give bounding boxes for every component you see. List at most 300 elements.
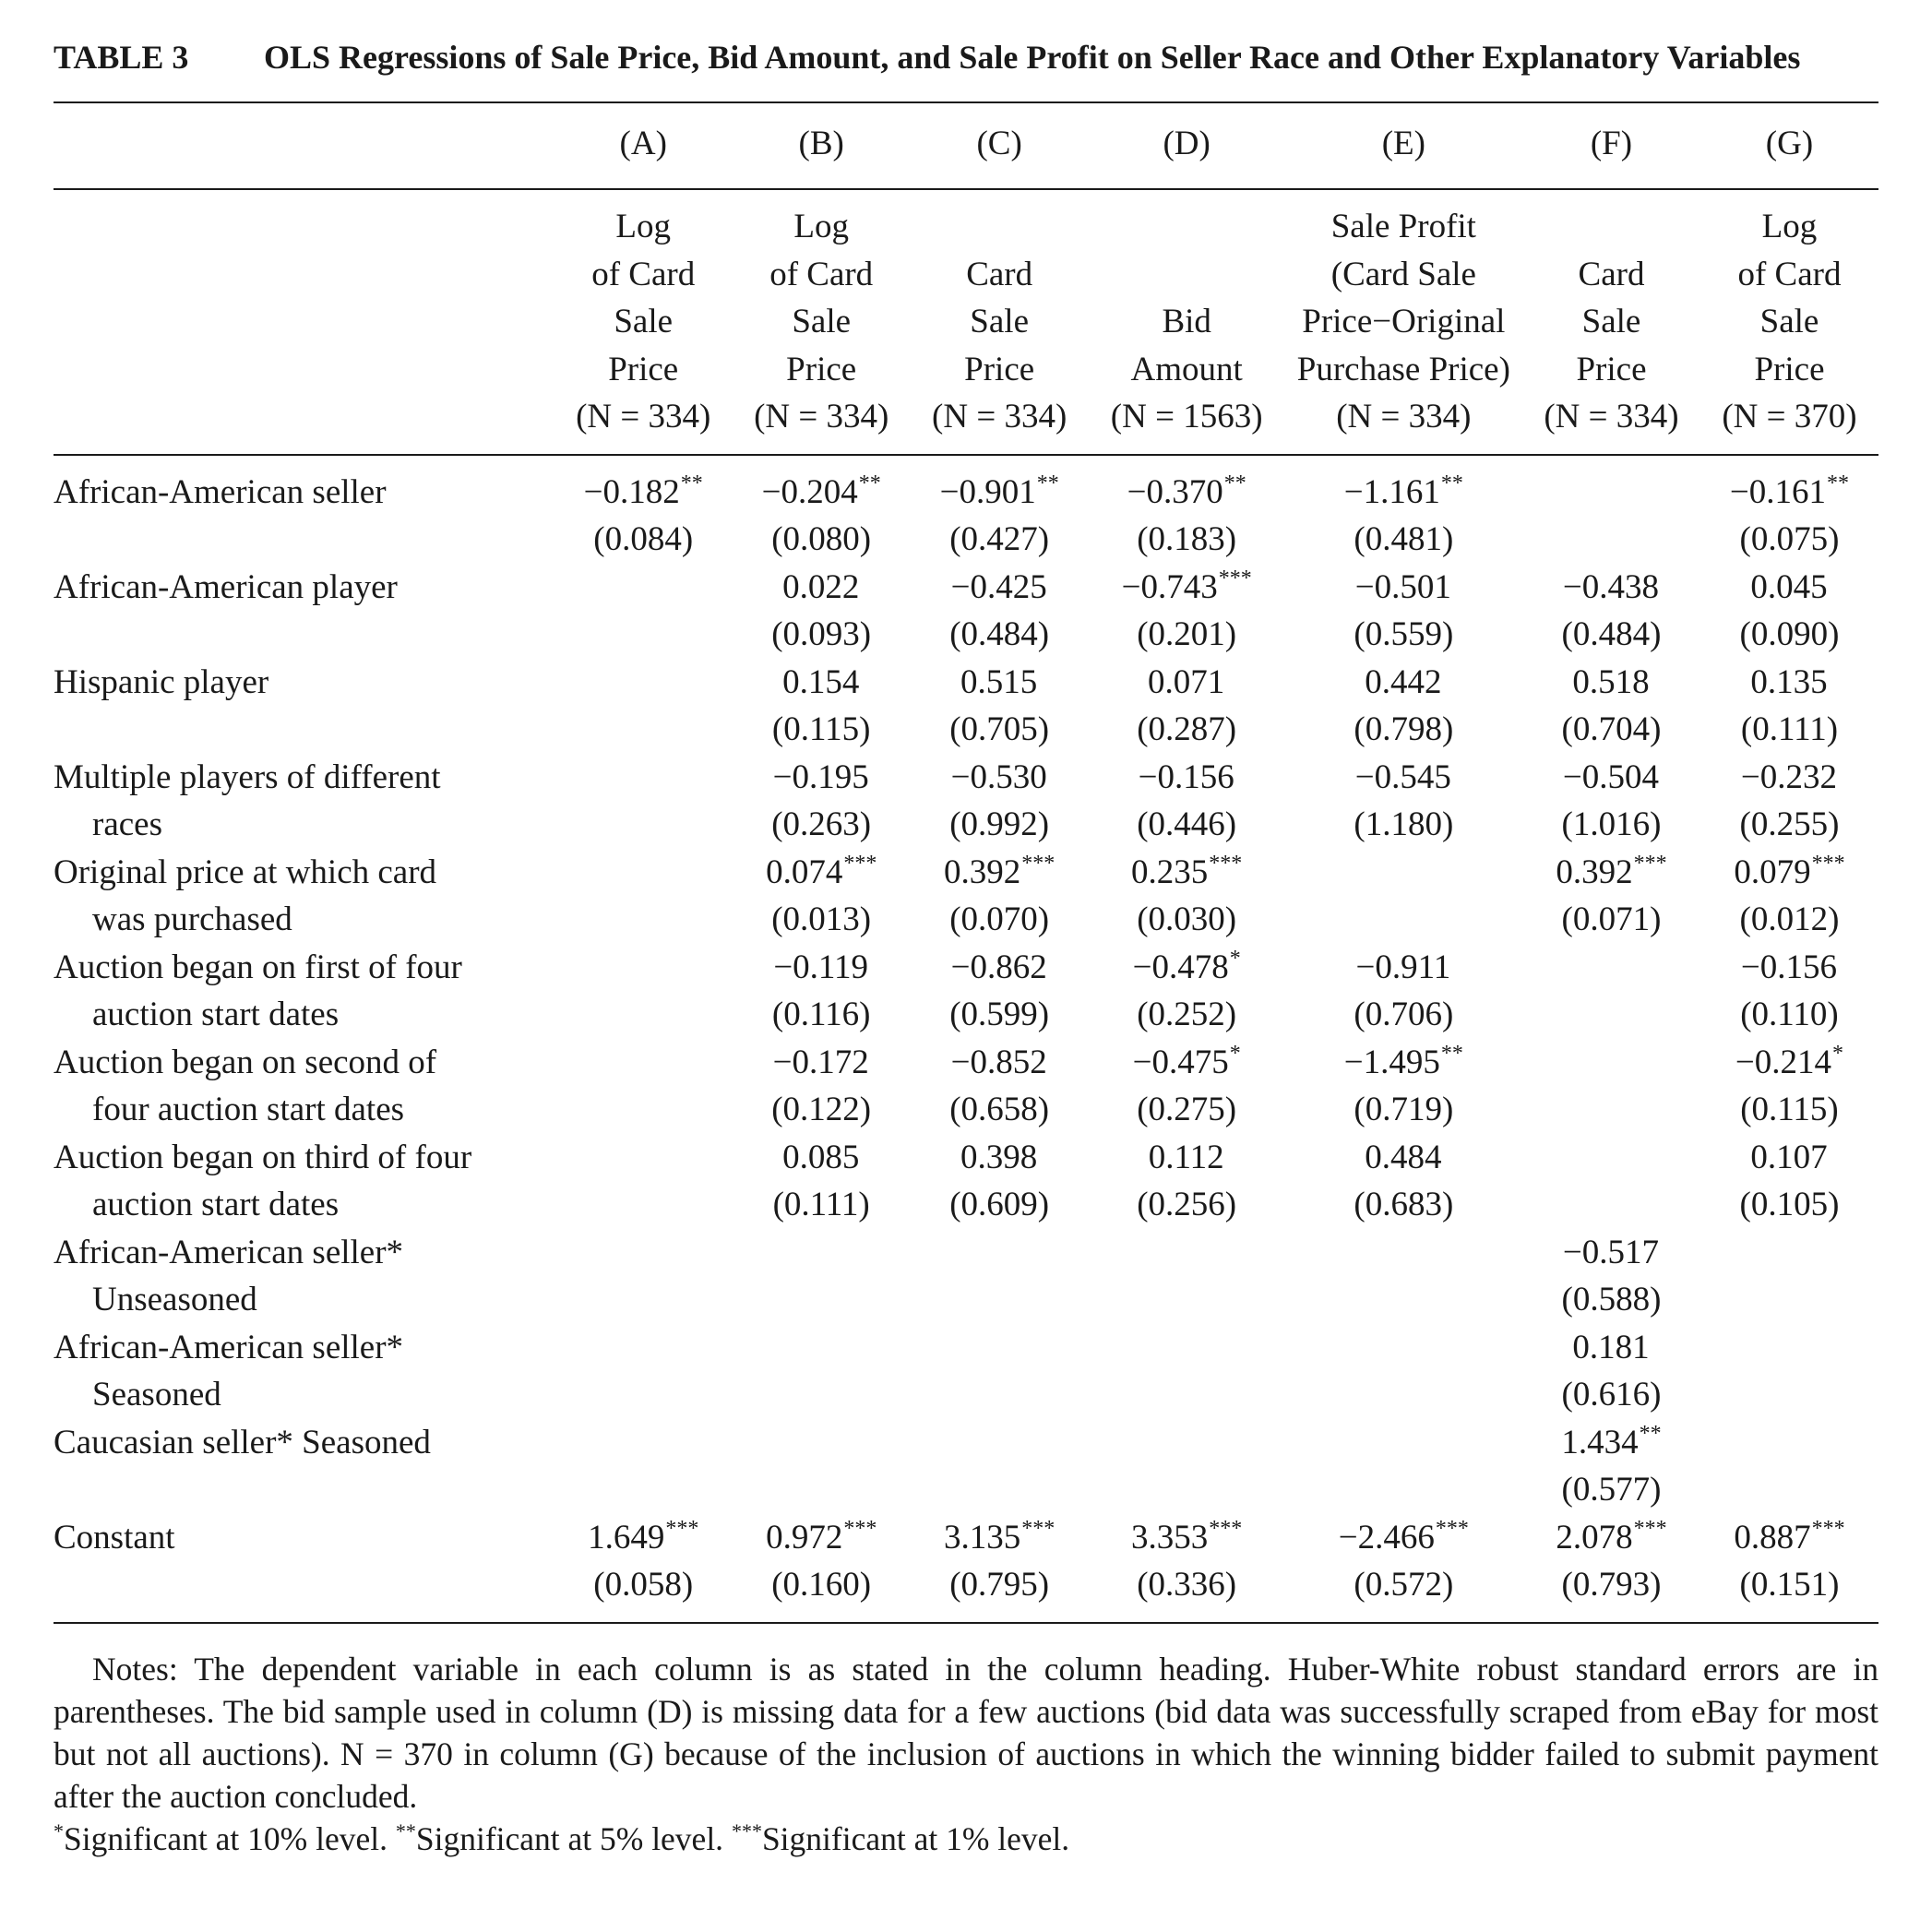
- coefficient: [1522, 1039, 1700, 1087]
- standard-error: [733, 1466, 911, 1514]
- significance-legend: [54, 1818, 1878, 1865]
- coefficient: [555, 1039, 733, 1087]
- table-cell: [1522, 1514, 1700, 1609]
- significance-stars: *: [1832, 1041, 1844, 1066]
- table-cell: [555, 944, 733, 1039]
- sig-5-marker: **: [395, 1819, 416, 1843]
- table-cell: [1522, 1134, 1700, 1229]
- coefficient: [555, 659, 733, 707]
- row-label-line: Hispanic player: [54, 662, 269, 701]
- table-cell: [1700, 564, 1878, 659]
- table-cell: [733, 1324, 911, 1419]
- coefficient: [555, 1514, 733, 1562]
- coefficient-value: 0.887: [1734, 1518, 1811, 1556]
- standard-error: [555, 1276, 733, 1324]
- standard-error: [1522, 1086, 1700, 1134]
- coefficient-value: −0.475: [1132, 1043, 1229, 1081]
- table-cell: [733, 1514, 911, 1609]
- dependent-variable-line: Log: [793, 208, 849, 245]
- table-cell: [1522, 1039, 1700, 1134]
- table-cell: [1700, 849, 1878, 944]
- table-cell: [911, 1134, 1089, 1229]
- coefficient: [1700, 469, 1878, 517]
- row-label-line: African-American seller*: [54, 1233, 404, 1271]
- coefficient: [1700, 944, 1878, 992]
- standard-error: (0.481): [1354, 520, 1454, 558]
- standard-error: (0.577): [1561, 1471, 1662, 1509]
- table-row: [54, 849, 1878, 944]
- coefficient: [555, 469, 733, 517]
- coefficient: [555, 1134, 733, 1182]
- significance-stars: ***: [1218, 566, 1252, 590]
- row-label-line: Constant: [54, 1518, 175, 1556]
- coefficient: [555, 849, 733, 897]
- coefficient: [1285, 1419, 1522, 1467]
- dependent-variable-line: of Card: [591, 255, 696, 293]
- table-cell: [733, 944, 911, 1039]
- dependent-variable-line: (Card Sale: [1330, 255, 1476, 293]
- coefficient: [1522, 944, 1700, 992]
- standard-error: [1700, 1371, 1878, 1419]
- standard-error: (0.115): [771, 710, 871, 748]
- coefficient-value: −0.504: [1562, 757, 1660, 796]
- significance-stars: ***: [1021, 851, 1055, 876]
- coefficient-value: −0.852: [950, 1043, 1047, 1081]
- table-cell: [911, 1514, 1089, 1609]
- coefficient: [733, 659, 911, 707]
- coefficient: [1089, 1039, 1285, 1087]
- coefficient: [911, 1324, 1089, 1372]
- coefficient: [1285, 849, 1522, 897]
- table-cell: [733, 1039, 911, 1134]
- coefficient: [1089, 944, 1285, 992]
- coefficient-value: −0.862: [950, 948, 1047, 986]
- table-cell: [911, 1419, 1089, 1514]
- table-cell: [911, 944, 1089, 1039]
- standard-error: [1285, 1371, 1522, 1419]
- coefficient-value: −0.530: [950, 757, 1047, 796]
- significance-stars: *: [1229, 1041, 1241, 1066]
- standard-error: (0.992): [949, 805, 1050, 843]
- coefficient: [911, 1229, 1089, 1277]
- standard-error: (0.719): [1354, 1091, 1454, 1128]
- coefficient: [1522, 1134, 1700, 1182]
- coefficient-value: 0.181: [1572, 1328, 1650, 1366]
- table-cell: [1285, 754, 1522, 849]
- standard-error: (0.609): [949, 1186, 1050, 1223]
- sig-1-marker: ***: [731, 1819, 762, 1843]
- coefficient-value: −0.232: [1740, 757, 1838, 796]
- table-cell: [1089, 1229, 1285, 1324]
- significance-stars: ***: [1811, 851, 1845, 876]
- dependent-variable: [1089, 203, 1285, 441]
- dependent-variable: [733, 203, 911, 441]
- table-cell: [1089, 1419, 1285, 1514]
- table-row: [54, 944, 1878, 1039]
- coefficient: [1285, 469, 1522, 517]
- row-label-line: Auction began on first of four: [54, 948, 462, 986]
- standard-error: (0.075): [1739, 520, 1840, 558]
- table-cell: [1285, 564, 1522, 659]
- body-rule: [54, 454, 1878, 456]
- table-row: [54, 1514, 1878, 1609]
- standard-error: [1522, 1181, 1700, 1229]
- standard-error: [555, 1466, 733, 1514]
- table-row: [54, 1134, 1878, 1229]
- dependent-variable-line: (N = 334): [576, 398, 711, 435]
- table-cell: [733, 1229, 911, 1324]
- table-row: [54, 469, 1878, 564]
- dependent-variable-line: Amount: [1130, 350, 1243, 388]
- table-cell: [555, 1039, 733, 1134]
- coefficient: [1700, 849, 1878, 897]
- standard-error: [555, 896, 733, 944]
- coefficient-value: −0.901: [939, 472, 1036, 511]
- coefficient: [911, 469, 1089, 517]
- table-cell: [1285, 944, 1522, 1039]
- coefficient: [733, 1229, 911, 1277]
- row-label-line: auction start dates: [92, 1186, 340, 1223]
- table-cell: [555, 1324, 733, 1419]
- standard-error: (0.012): [1739, 900, 1840, 938]
- table-cell: [1700, 1229, 1878, 1324]
- row-label-line: auction start dates: [92, 996, 340, 1033]
- table-cell: [1089, 659, 1285, 754]
- coefficient: [555, 1229, 733, 1277]
- coefficient: [1700, 659, 1878, 707]
- coefficient-value: 0.515: [960, 662, 1038, 701]
- coefficient-value: 0.079: [1734, 853, 1811, 891]
- table-row: [54, 754, 1878, 849]
- standard-error: [555, 1371, 733, 1419]
- table-cell: [1285, 1419, 1522, 1514]
- standard-error: [1285, 1276, 1522, 1324]
- coefficient: [555, 754, 733, 802]
- column-letter: (E): [1381, 125, 1425, 162]
- standard-error: (1.016): [1561, 805, 1662, 843]
- row-label: [54, 564, 555, 659]
- coefficient: [733, 469, 911, 517]
- coefficient-value: 1.434: [1561, 1423, 1639, 1461]
- coefficient: [1522, 1419, 1700, 1467]
- coefficient: [1700, 1324, 1878, 1372]
- coefficient: [733, 754, 911, 802]
- table-cell: [911, 659, 1089, 754]
- table-cell: [1700, 754, 1878, 849]
- coefficient: [1700, 1039, 1878, 1087]
- table-row: [54, 659, 1878, 754]
- coefficient-value: 2.078: [1556, 1518, 1633, 1556]
- standard-error: [555, 991, 733, 1039]
- significance-stars: **: [1827, 471, 1850, 495]
- coefficient-value: 0.154: [782, 662, 860, 701]
- coefficient: [733, 1514, 911, 1562]
- coefficient: [1285, 1229, 1522, 1277]
- notes-text: Notes: The dependent variable in each column is as stated in the column heading. Huber-White robust standard errors are in parentheses. The bid sample used in column (D) is missing data for a few auctions (bid data was successfully scraped from eBay for most but not all auctions). N = 370 in column (G) because of the inclusion of auctions in which the winning bidder failed to submit payment after the auction concluded.: [54, 1650, 1878, 1815]
- coefficient-value: −0.182: [583, 472, 680, 511]
- coefficient-value: −0.743: [1121, 567, 1218, 606]
- table-cell: [1522, 754, 1700, 849]
- standard-error: (0.090): [1739, 615, 1840, 653]
- row-label: [54, 849, 555, 944]
- standard-error: (0.093): [771, 615, 872, 653]
- table-cell: [911, 1039, 1089, 1134]
- dependent-variable: [1522, 203, 1700, 441]
- sig-1-text: Significant at 1% level.: [761, 1819, 1070, 1857]
- coefficient: [1522, 659, 1700, 707]
- table-cell: [555, 754, 733, 849]
- standard-error: (0.160): [771, 1566, 872, 1604]
- row-label: [54, 1514, 555, 1609]
- dependent-variable-line: of Card: [1737, 255, 1842, 293]
- coefficient-value: 0.045: [1750, 567, 1828, 606]
- table-cell: [733, 469, 911, 564]
- sig-5-text: Significant at 5% level.: [415, 1819, 724, 1857]
- coefficient-value: −0.425: [950, 567, 1047, 606]
- coefficient-value: 0.074: [766, 853, 843, 891]
- dependent-variable-line: (N = 1563): [1110, 398, 1263, 435]
- standard-error: (0.588): [1561, 1281, 1662, 1318]
- significance-stars: **: [858, 471, 881, 495]
- row-label-line: Auction began on second of: [54, 1043, 437, 1081]
- standard-error: (0.116): [771, 996, 871, 1033]
- table-row: [54, 1324, 1878, 1419]
- coefficient-value: −0.438: [1562, 567, 1660, 606]
- significance-stars: ***: [1811, 1516, 1845, 1541]
- row-label-line: African-American seller: [54, 472, 387, 511]
- column-letter: (G): [1765, 125, 1814, 162]
- dependent-variable: [555, 203, 733, 441]
- standard-error: [1089, 1466, 1285, 1514]
- table-cell: [555, 849, 733, 944]
- table-cell: [555, 469, 733, 564]
- significance-stars: ***: [1209, 851, 1243, 876]
- dependent-variable-line: Log: [615, 208, 672, 245]
- coefficient-value: −0.156: [1740, 948, 1838, 986]
- sig-10-text: Significant at 10% level.: [64, 1819, 388, 1857]
- table-cell: [1700, 469, 1878, 564]
- coefficient-value: −0.161: [1729, 472, 1827, 511]
- dependent-variable: [1700, 203, 1878, 441]
- coefficient-value: 0.972: [766, 1518, 843, 1556]
- standard-error: (0.616): [1561, 1376, 1662, 1413]
- dependent-variable-line: Sale: [1759, 303, 1819, 340]
- coefficient-value: −0.119: [773, 948, 869, 986]
- coefficient-value: 0.107: [1750, 1138, 1828, 1176]
- row-label-line: Seasoned: [92, 1376, 221, 1413]
- coefficient-value: −0.172: [772, 1043, 869, 1081]
- coefficient: [1089, 1324, 1285, 1372]
- standard-error: (0.110): [1740, 996, 1839, 1033]
- standard-error: (0.704): [1561, 710, 1662, 748]
- dependent-variable-line: (N = 334): [1544, 398, 1679, 435]
- coefficient: [733, 944, 911, 992]
- standard-error: (0.658): [949, 1091, 1050, 1128]
- column-letter: (C): [976, 125, 1022, 162]
- coefficient: [1285, 1039, 1522, 1087]
- standard-error: (0.252): [1137, 996, 1237, 1033]
- coefficient: [733, 1419, 911, 1467]
- coefficient: [1089, 1229, 1285, 1277]
- standard-error: (0.084): [593, 520, 694, 558]
- column-letter: (F): [1590, 125, 1633, 162]
- coefficient: [1522, 849, 1700, 897]
- significance-stars: ***: [1021, 1516, 1055, 1541]
- table-row: [54, 1039, 1878, 1134]
- dependent-variable-line: [911, 203, 1089, 251]
- coefficient: [1522, 1324, 1700, 1372]
- standard-error: (0.793): [1561, 1566, 1662, 1604]
- table-cell: [1522, 564, 1700, 659]
- table-cell: [1700, 1514, 1878, 1609]
- standard-error: (0.559): [1354, 615, 1454, 653]
- standard-error: (0.336): [1137, 1566, 1237, 1604]
- coefficient: [1285, 754, 1522, 802]
- coefficient: [1089, 849, 1285, 897]
- row-label: [54, 1134, 555, 1229]
- standard-error: (0.287): [1137, 710, 1237, 748]
- coefficient-value: 0.235: [1131, 853, 1209, 891]
- significance-stars: ***: [843, 851, 877, 876]
- coefficient-value: 0.022: [782, 567, 860, 606]
- table-cell: [911, 849, 1089, 944]
- table-cell: [1089, 1514, 1285, 1609]
- standard-error: (0.706): [1354, 996, 1454, 1033]
- coefficient-value: 0.112: [1148, 1138, 1224, 1176]
- row-label-line: was purchased: [92, 900, 292, 938]
- standard-error: (0.111): [1740, 710, 1839, 748]
- coefficient: [1700, 1229, 1878, 1277]
- coefficient: [1285, 564, 1522, 612]
- dependent-variable-line: Bid: [1162, 303, 1211, 340]
- table-row: [54, 1419, 1878, 1514]
- coefficient: [1522, 1514, 1700, 1562]
- dependent-variable-line: Price: [1754, 350, 1825, 388]
- coefficient: [555, 1324, 733, 1372]
- coefficient-value: 1.649: [588, 1518, 665, 1556]
- row-label-line: Original price at which card: [54, 853, 437, 891]
- table-cell: [733, 754, 911, 849]
- table-notes: [54, 1648, 1878, 1865]
- significance-stars: **: [1223, 471, 1246, 495]
- row-label: [54, 944, 555, 1039]
- significance-stars: ***: [1209, 1516, 1243, 1541]
- coefficient-value: −0.517: [1562, 1233, 1660, 1271]
- table-cell: [1522, 1229, 1700, 1324]
- significance-stars: **: [1440, 1041, 1463, 1066]
- coefficient-value: −0.156: [1138, 757, 1234, 796]
- table-cell: [1700, 944, 1878, 1039]
- coefficient: [1089, 754, 1285, 802]
- coefficient-table: [54, 469, 1878, 1609]
- standard-error: [1700, 1276, 1878, 1324]
- coefficient: [733, 1039, 911, 1087]
- standard-error: (0.275): [1137, 1091, 1237, 1128]
- coefficient-value: 3.353: [1131, 1518, 1209, 1556]
- dependent-variable-line: Price−Original: [1302, 303, 1506, 340]
- standard-error: (0.599): [949, 996, 1050, 1033]
- table-label: TABLE 3: [54, 39, 189, 76]
- standard-error: [1522, 516, 1700, 564]
- coefficient-value: 0.518: [1572, 662, 1650, 701]
- standard-error: (0.071): [1561, 900, 1662, 938]
- standard-error: (0.183): [1137, 520, 1237, 558]
- coefficient-value: 0.071: [1148, 662, 1225, 701]
- table-cell: [1285, 1514, 1522, 1609]
- coefficient: [1700, 1514, 1878, 1562]
- coefficient: [911, 849, 1089, 897]
- coefficient-value: −0.501: [1354, 567, 1451, 606]
- table-cell: [1522, 849, 1700, 944]
- coefficient: [911, 1419, 1089, 1467]
- coefficient-value: 0.392: [1556, 853, 1633, 891]
- dependent-variable-line: Card: [966, 255, 1033, 293]
- standard-error: (0.705): [949, 710, 1050, 748]
- coefficient: [1700, 1134, 1878, 1182]
- standard-error: (0.030): [1137, 900, 1237, 938]
- table-cell: [911, 754, 1089, 849]
- table-cell: [733, 564, 911, 659]
- coefficient: [733, 1134, 911, 1182]
- coefficient-value: −0.911: [1355, 948, 1451, 986]
- table-cell: [1089, 754, 1285, 849]
- coefficient: [1522, 754, 1700, 802]
- coefficient: [555, 564, 733, 612]
- table-cell: [1089, 1039, 1285, 1134]
- column-letter: (A): [619, 125, 667, 162]
- table-cell: [1285, 1134, 1522, 1229]
- standard-error: [733, 1371, 911, 1419]
- standard-error: (0.256): [1137, 1186, 1237, 1223]
- table-cell: [733, 1419, 911, 1514]
- bottom-rule: [54, 1622, 1878, 1624]
- coefficient-value: −0.214: [1735, 1043, 1832, 1081]
- standard-error: (0.683): [1354, 1186, 1454, 1223]
- coefficient: [911, 1514, 1089, 1562]
- table-cell: [1089, 1324, 1285, 1419]
- row-label-line: African-American seller*: [54, 1328, 404, 1366]
- standard-error: (0.111): [772, 1186, 870, 1223]
- dependent-variable: [1285, 203, 1522, 441]
- standard-error: (1.180): [1354, 805, 1454, 843]
- standard-error: (0.122): [771, 1091, 872, 1128]
- significance-stars: **: [1440, 471, 1463, 495]
- table-cell: [911, 1229, 1089, 1324]
- table-caption: [54, 33, 1878, 81]
- dependent-variable-line: (N = 334): [932, 398, 1067, 435]
- significance-stars: ***: [1435, 1516, 1469, 1541]
- dependent-variable-line: Log: [1761, 208, 1818, 245]
- column-letter: (B): [798, 125, 844, 162]
- coefficient-value: −1.161: [1343, 472, 1440, 511]
- standard-error: (0.572): [1354, 1566, 1454, 1604]
- table-cell: [1522, 1419, 1700, 1514]
- standard-error: (0.446): [1137, 805, 1237, 843]
- coefficient: [733, 1324, 911, 1372]
- coefficient-value: −0.478: [1132, 948, 1229, 986]
- standard-error: (0.798): [1354, 710, 1454, 748]
- dependent-variable-line: Price: [964, 350, 1035, 388]
- standard-error: [555, 611, 733, 659]
- table-cell: [1522, 469, 1700, 564]
- coefficient: [911, 564, 1089, 612]
- row-label: [54, 469, 555, 564]
- significance-stars: **: [1036, 471, 1059, 495]
- significance-stars: ***: [1633, 1516, 1667, 1541]
- table-cell: [1089, 944, 1285, 1039]
- coefficient: [1700, 1419, 1878, 1467]
- dependent-variable-line: Purchase Price): [1296, 350, 1510, 388]
